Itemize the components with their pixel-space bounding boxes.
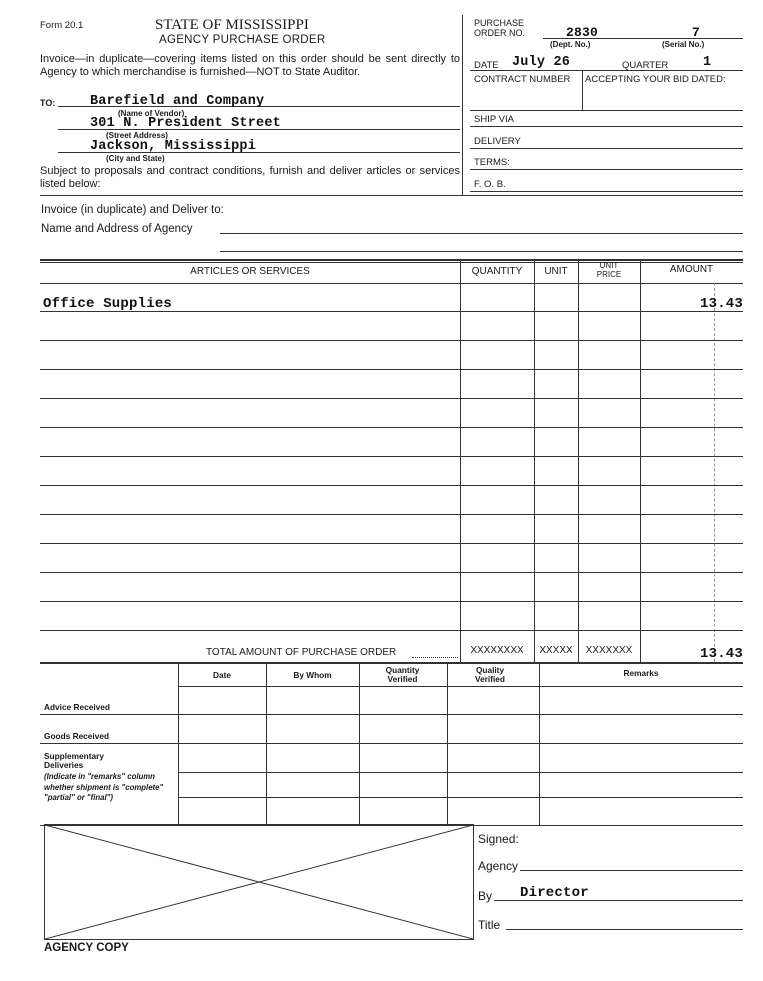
- serial-number: 7: [692, 25, 701, 40]
- fob-label: F. O. B.: [474, 179, 506, 190]
- vendor-name: Barefield and Company: [90, 94, 265, 109]
- footer-agency-copy: AGENCY COPY: [44, 942, 129, 954]
- form-number: Form 20.1: [40, 20, 84, 31]
- dept-number: 2830: [566, 25, 599, 40]
- col-amount: AMOUNT: [669, 264, 714, 275]
- by-value: Director: [520, 885, 589, 901]
- vendor-city-caption: (City and State): [106, 154, 165, 163]
- row-goods-received: Goods Received: [44, 731, 110, 741]
- contract-label: CONTRACT NUMBER: [474, 74, 571, 85]
- col-unit: UNIT: [544, 266, 568, 277]
- quarter-value: 1: [703, 55, 712, 70]
- delivery-label: DELIVERY: [474, 136, 521, 147]
- col-unit-price: UNIT PRICE: [596, 261, 622, 279]
- po-label: PURCHASE ORDER NO.: [474, 18, 526, 38]
- agency-label: Agency: [478, 859, 519, 873]
- rec-col-date: Date: [213, 670, 231, 680]
- signature-x-box: [44, 824, 474, 940]
- form-title: STATE OF MISSISSIPPI: [155, 17, 309, 33]
- rec-col-by-whom: By Whom: [293, 670, 332, 680]
- form-subtitle: AGENCY PURCHASE ORDER: [159, 34, 326, 46]
- serial-caption: (Serial No.): [662, 40, 705, 49]
- total-label: TOTAL AMOUNT OF PURCHASE ORDER: [206, 647, 397, 658]
- total-amount: 13.43: [700, 646, 744, 662]
- col-articles: ARTICLES OR SERVICES: [190, 266, 310, 277]
- col-quantity: QUANTITY: [471, 266, 523, 277]
- order-date: July 26: [512, 55, 571, 70]
- signed-label: Signed:: [478, 832, 519, 846]
- terms-label: TERMS:: [474, 157, 510, 168]
- total-unit-mask: XXXXX: [539, 645, 573, 656]
- agency-address-label: Name and Address of Agency: [41, 223, 193, 235]
- deliver-to-label: Invoice (in duplicate) and Deliver to:: [41, 204, 224, 216]
- row-supplementary: Supplementary Deliveries: [44, 751, 104, 770]
- by-label: By: [478, 889, 493, 903]
- ship-via-label: SHIP VIA: [474, 114, 514, 125]
- vendor-city: Jackson, Mississippi: [90, 139, 257, 154]
- row-indicate-note: (Indicate in "remarks" column whether shipment is "complete" "partial" or "final"): [44, 772, 164, 802]
- item-article: Office Supplies: [43, 296, 173, 312]
- invoice-note: Invoice—in duplicate—covering items listed on this order should be sent directly to Agency to which merchandise is furnished—NOT to State Auditor.: [40, 53, 460, 78]
- row-advice-received: Advice Received: [44, 702, 110, 712]
- quarter-label: QUARTER: [622, 60, 669, 71]
- total-qty-mask: XXXXXXXX: [470, 645, 524, 656]
- rec-col-remarks: Remarks: [623, 668, 659, 678]
- item-amount: 13.43: [700, 296, 744, 312]
- to-label: TO:: [40, 98, 56, 108]
- vendor-street: 301 N. President Street: [90, 116, 281, 131]
- rec-col-quality: Quality Verified: [475, 665, 505, 684]
- subject-note: Subject to proposals and contract conditions, furnish and deliver articles or services listed below:: [40, 165, 460, 190]
- accepting-label: ACCEPTING YOUR BID DATED:: [585, 74, 726, 85]
- vendor-name-caption: (Name of Vendor): [118, 109, 185, 118]
- total-price-mask: XXXXXXX: [585, 645, 633, 656]
- date-label: DATE: [474, 60, 499, 71]
- rec-col-quantity: Quantity Verified: [385, 665, 420, 684]
- vendor-street-caption: (Street Address): [106, 131, 168, 140]
- title-label: Title: [478, 918, 501, 932]
- dept-caption: (Dept. No.): [550, 40, 591, 49]
